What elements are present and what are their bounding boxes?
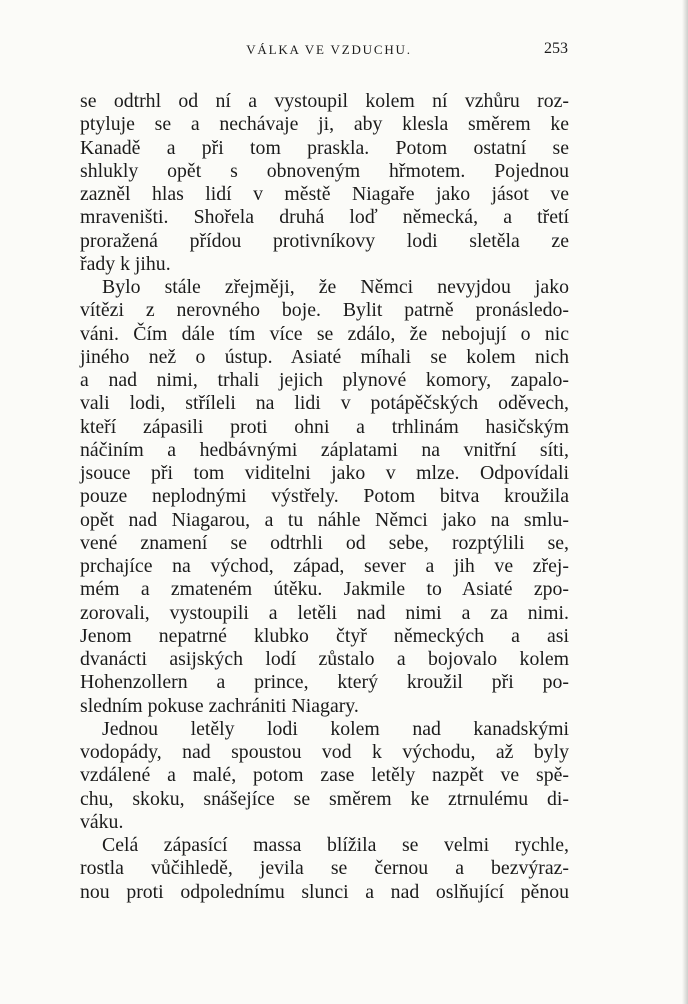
text-line: jsouce při tom viditelni jako v mlze. Odpovídali: [80, 462, 569, 484]
text-line: nou proti odpolednímu slunci a nad oslňující pěnou: [80, 880, 569, 903]
text-line: mraveništi. Shořela druhá loď německá, a třetí: [80, 206, 569, 229]
page-number: 253: [544, 40, 568, 57]
text-line: zorovali, vystoupili a letěli nad nimi a za nimi.: [80, 601, 569, 624]
text-line: ptyluje se a nechávaje ji, aby klesla směrem ke: [80, 113, 569, 136]
text-line: řady k jihu.: [80, 252, 171, 275]
text-line: chu, skoku, snášejíce se směrem ke ztrnulému di-: [80, 787, 569, 810]
text-line: vzdálené a malé, potom zase letěly nazpět ve spě-: [80, 764, 569, 787]
text-line: Celá zápasící massa blížila se velmi rychle,: [102, 834, 569, 856]
text-line: Bylo stále zřejměji, že Němci nevyjdou jako: [102, 276, 569, 298]
text-line: pouze neplodnými výstřely. Potom bitva kroužila: [80, 485, 569, 508]
text-line: zazněl hlas lidí v městě Niagaře jako jásot ve: [80, 183, 569, 205]
text-line: vené znamení se odtrhli od sebe, rozptýlili se,: [80, 531, 569, 554]
text-line: vodopády, nad spoustou vod k východu, až byly: [80, 741, 569, 763]
text-line: shlukly opět s obnoveným hřmotem. Pojednou: [80, 159, 569, 182]
text-line: váku.: [80, 810, 124, 833]
text-line: náčiním a hedbávnými záplatami na vnitřní síti,: [80, 438, 569, 461]
text-line: Hohenzollern a prince, který kroužil při po-: [80, 671, 569, 694]
text-line: dvanácti asijských lodí zůstalo a bojovalo kolem: [80, 648, 569, 670]
text-line: jiného než o ústup. Asiaté míhali se kolem nich: [80, 345, 569, 368]
text-line: a nad nimi, trhali jejich plynové komory, zapalo-: [80, 369, 569, 391]
text-line: opět nad Niagarou, a tu náhle Němci jako na smlu-: [80, 508, 569, 531]
page-edge-shadow: [682, 0, 688, 1004]
text-line: se odtrhl od ní a vystoupil kolem ní vzhůru roz-: [80, 90, 569, 112]
running-title: VÁLKA VE VZDUCHU.: [246, 42, 412, 57]
text-line: proražená přídou protivníkovy lodi sletěla ze: [80, 229, 569, 252]
text-line: rostla vůčihledě, jevila se černou a bezvýraz-: [80, 857, 569, 880]
text-line: vítězi z nerovného boje. Bylit patrně pronásledo-: [80, 299, 569, 322]
text-line: Kanadě a při tom praskla. Potom ostatní se: [80, 136, 569, 159]
text-line: sledním pokuse zachrániti Niagary.: [80, 694, 359, 717]
text-line: kteří zápasili proti ohni a trhlinám hasičským: [80, 415, 569, 438]
text-line: Jenom nepatrné klubko čtyř německých a asi: [80, 624, 569, 647]
text-line: mém a zmateném útěku. Jakmile to Asiaté zpo-: [80, 578, 569, 601]
text-line: vali lodi, stříleli na lidi v potápěčských oděvech,: [80, 392, 569, 415]
text-line: váni. Čím dále tím více se zdálo, že nebojují o nic: [80, 322, 569, 345]
running-head: [0, 38, 688, 62]
text-line: Jednou letěly lodi kolem nad kanadskými: [102, 717, 569, 740]
body-text: [80, 90, 569, 904]
text-line: prchajíce na východ, západ, sever a jih ve zřej-: [80, 555, 569, 577]
